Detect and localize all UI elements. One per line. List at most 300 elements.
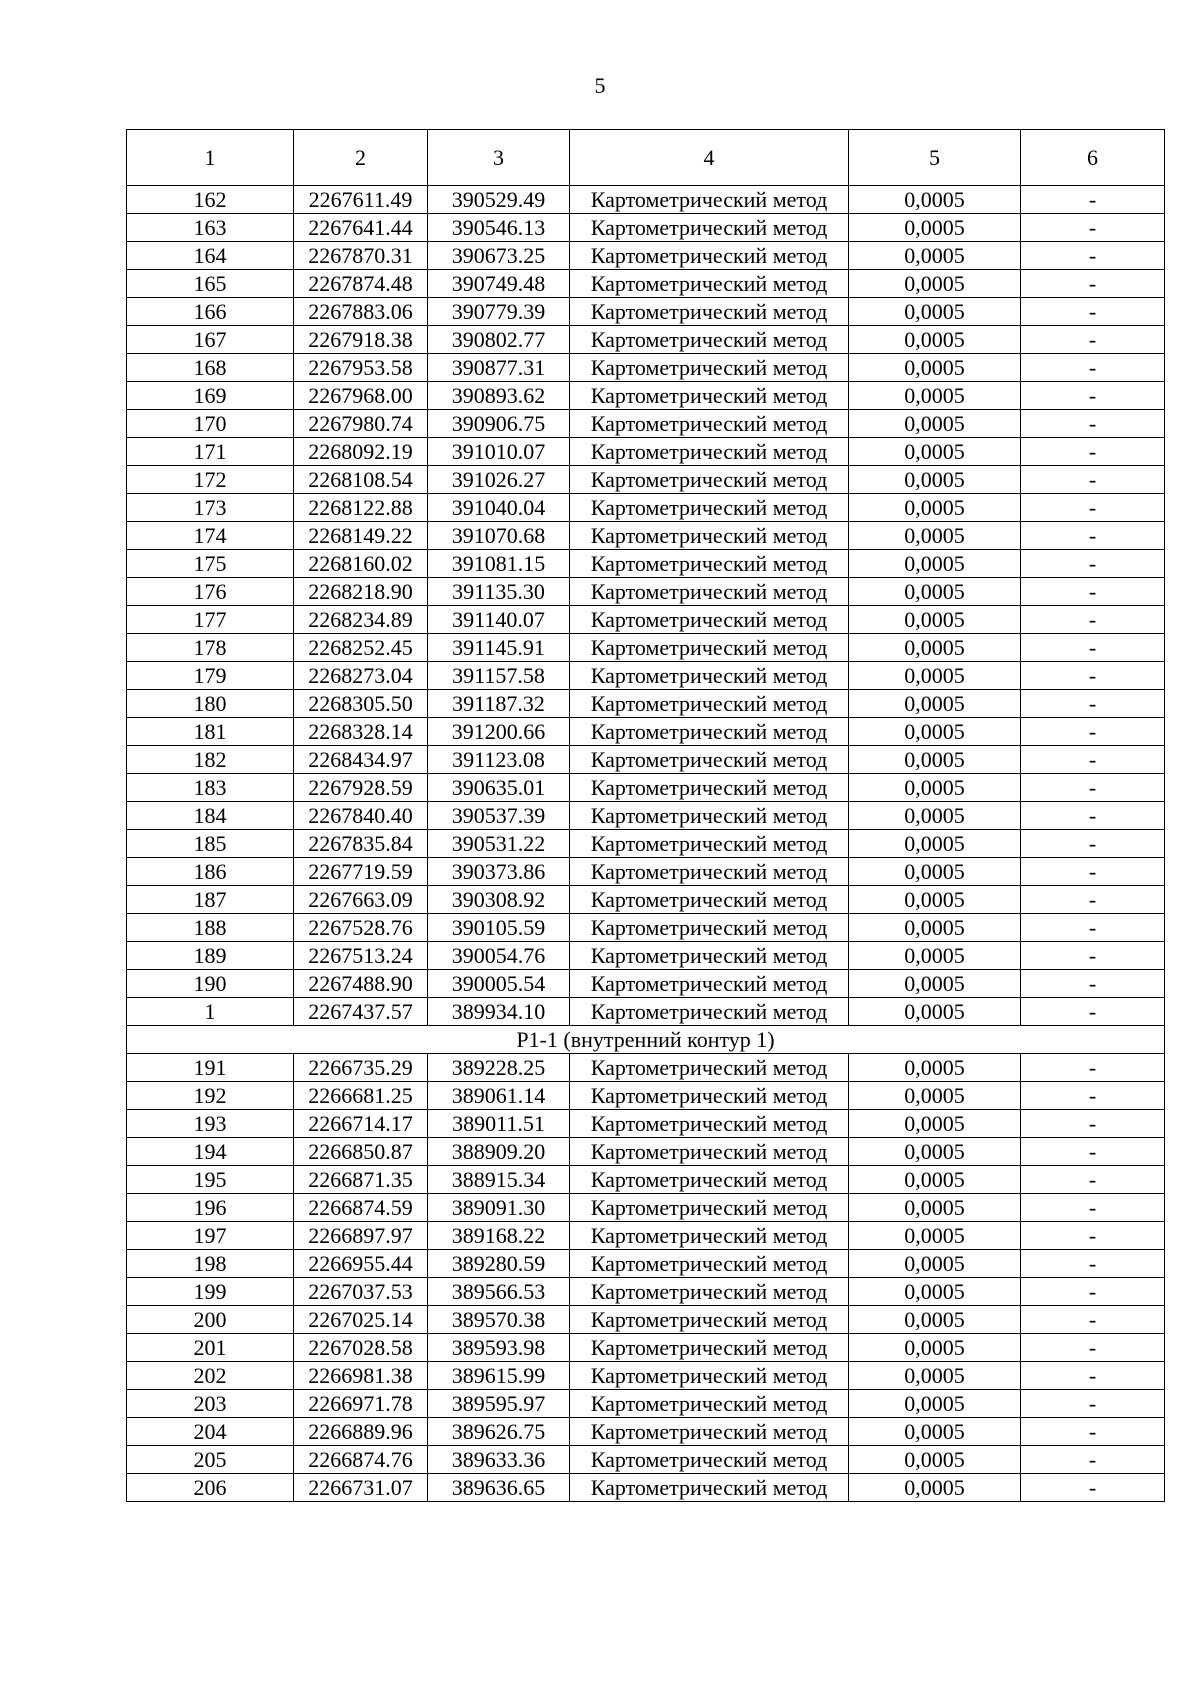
cell-note: - [1021, 186, 1165, 214]
cell-point-number: 174 [127, 522, 294, 550]
cell-x-coordinate: 2268434.97 [294, 746, 428, 774]
table-header [127, 130, 1165, 186]
cell-method: Картометрический метод [570, 1138, 849, 1166]
table-row [127, 550, 1165, 578]
cell-point-number: 173 [127, 494, 294, 522]
cell-point-number: 177 [127, 606, 294, 634]
cell-y-coordinate: 389280.59 [428, 1250, 570, 1278]
cell-y-coordinate: 391135.30 [428, 578, 570, 606]
cell-point-number: 179 [127, 662, 294, 690]
cell-method: Картометрический метод [570, 270, 849, 298]
cell-x-coordinate: 2266731.07 [294, 1474, 428, 1502]
cell-x-coordinate: 2267028.58 [294, 1334, 428, 1362]
cell-accuracy: 0,0005 [849, 1306, 1021, 1334]
table-row [127, 214, 1165, 242]
cell-method: Картометрический метод [570, 998, 849, 1026]
cell-x-coordinate: 2266850.87 [294, 1138, 428, 1166]
cell-point-number: 163 [127, 214, 294, 242]
cell-method: Картометрический метод [570, 942, 849, 970]
cell-accuracy: 0,0005 [849, 830, 1021, 858]
header-cell-2: 2 [294, 130, 428, 186]
cell-method: Картометрический метод [570, 802, 849, 830]
table-row [127, 1222, 1165, 1250]
cell-point-number: 171 [127, 438, 294, 466]
cell-x-coordinate: 2267968.00 [294, 382, 428, 410]
cell-x-coordinate: 2266874.76 [294, 1446, 428, 1474]
cell-method: Картометрический метод [570, 970, 849, 998]
cell-method: Картометрический метод [570, 886, 849, 914]
header-cell-3: 3 [428, 130, 570, 186]
cell-point-number: 183 [127, 774, 294, 802]
cell-accuracy: 0,0005 [849, 1054, 1021, 1082]
table-row [127, 690, 1165, 718]
cell-method: Картометрический метод [570, 438, 849, 466]
cell-note: - [1021, 326, 1165, 354]
header-cell-1: 1 [127, 130, 294, 186]
table-row [127, 298, 1165, 326]
cell-method: Картометрический метод [570, 522, 849, 550]
cell-y-coordinate: 390531.22 [428, 830, 570, 858]
cell-point-number: 193 [127, 1110, 294, 1138]
cell-method: Картометрический метод [570, 830, 849, 858]
table-row [127, 438, 1165, 466]
cell-x-coordinate: 2268328.14 [294, 718, 428, 746]
cell-note: - [1021, 1138, 1165, 1166]
cell-method: Картометрический метод [570, 634, 849, 662]
header-cell-6: 6 [1021, 130, 1165, 186]
cell-method: Картометрический метод [570, 1362, 849, 1390]
cell-y-coordinate: 390105.59 [428, 914, 570, 942]
cell-method: Картометрический метод [570, 662, 849, 690]
cell-note: - [1021, 802, 1165, 830]
cell-accuracy: 0,0005 [849, 1418, 1021, 1446]
cell-x-coordinate: 2268122.88 [294, 494, 428, 522]
cell-x-coordinate: 2267025.14 [294, 1306, 428, 1334]
cell-y-coordinate: 390893.62 [428, 382, 570, 410]
cell-note: - [1021, 1334, 1165, 1362]
cell-x-coordinate: 2268234.89 [294, 606, 428, 634]
cell-x-coordinate: 2267611.49 [294, 186, 428, 214]
cell-accuracy: 0,0005 [849, 410, 1021, 438]
table-row [127, 1054, 1165, 1082]
cell-note: - [1021, 1306, 1165, 1334]
table-row [127, 242, 1165, 270]
cell-note: - [1021, 494, 1165, 522]
cell-x-coordinate: 2267037.53 [294, 1278, 428, 1306]
cell-note: - [1021, 438, 1165, 466]
cell-accuracy: 0,0005 [849, 1362, 1021, 1390]
cell-method: Картометрический метод [570, 718, 849, 746]
cell-y-coordinate: 389228.25 [428, 1054, 570, 1082]
cell-method: Картометрический метод [570, 578, 849, 606]
header-row [127, 130, 1165, 186]
cell-note: - [1021, 774, 1165, 802]
cell-note: - [1021, 242, 1165, 270]
cell-method: Картометрический метод [570, 1390, 849, 1418]
cell-x-coordinate: 2268305.50 [294, 690, 428, 718]
cell-point-number: 202 [127, 1362, 294, 1390]
cell-x-coordinate: 2267953.58 [294, 354, 428, 382]
cell-method: Картометрический метод [570, 1222, 849, 1250]
cell-method: Картометрический метод [570, 1474, 849, 1502]
cell-accuracy: 0,0005 [849, 1194, 1021, 1222]
cell-note: - [1021, 998, 1165, 1026]
cell-method: Картометрический метод [570, 1446, 849, 1474]
cell-point-number: 194 [127, 1138, 294, 1166]
cell-note: - [1021, 718, 1165, 746]
cell-point-number: 169 [127, 382, 294, 410]
cell-x-coordinate: 2267641.44 [294, 214, 428, 242]
cell-y-coordinate: 388909.20 [428, 1138, 570, 1166]
cell-point-number: 180 [127, 690, 294, 718]
cell-method: Картометрический метод [570, 1054, 849, 1082]
cell-y-coordinate: 389633.36 [428, 1446, 570, 1474]
cell-point-number: 164 [127, 242, 294, 270]
cell-accuracy: 0,0005 [849, 1250, 1021, 1278]
table-row [127, 1166, 1165, 1194]
cell-y-coordinate: 389091.30 [428, 1194, 570, 1222]
cell-point-number: 190 [127, 970, 294, 998]
cell-accuracy: 0,0005 [849, 578, 1021, 606]
cell-y-coordinate: 390373.86 [428, 858, 570, 886]
cell-point-number: 187 [127, 886, 294, 914]
cell-accuracy: 0,0005 [849, 690, 1021, 718]
cell-point-number: 195 [127, 1166, 294, 1194]
table-row [127, 1306, 1165, 1334]
cell-note: - [1021, 1250, 1165, 1278]
cell-y-coordinate: 391070.68 [428, 522, 570, 550]
table-row [127, 494, 1165, 522]
cell-accuracy: 0,0005 [849, 774, 1021, 802]
cell-y-coordinate: 390529.49 [428, 186, 570, 214]
cell-x-coordinate: 2267840.40 [294, 802, 428, 830]
cell-x-coordinate: 2268273.04 [294, 662, 428, 690]
cell-x-coordinate: 2268218.90 [294, 578, 428, 606]
cell-note: - [1021, 298, 1165, 326]
cell-x-coordinate: 2267488.90 [294, 970, 428, 998]
cell-y-coordinate: 390005.54 [428, 970, 570, 998]
cell-accuracy: 0,0005 [849, 970, 1021, 998]
cell-note: - [1021, 1418, 1165, 1446]
cell-x-coordinate: 2267928.59 [294, 774, 428, 802]
table-row [127, 522, 1165, 550]
cell-accuracy: 0,0005 [849, 438, 1021, 466]
cell-accuracy: 0,0005 [849, 270, 1021, 298]
table-row [127, 466, 1165, 494]
cell-note: - [1021, 634, 1165, 662]
table-row [127, 942, 1165, 970]
cell-y-coordinate: 391187.32 [428, 690, 570, 718]
cell-x-coordinate: 2268108.54 [294, 466, 428, 494]
table-row [127, 578, 1165, 606]
cell-note: - [1021, 1166, 1165, 1194]
cell-point-number: 206 [127, 1474, 294, 1502]
table-row [127, 746, 1165, 774]
cell-y-coordinate: 389615.99 [428, 1362, 570, 1390]
cell-point-number: 167 [127, 326, 294, 354]
cell-note: - [1021, 522, 1165, 550]
cell-x-coordinate: 2267870.31 [294, 242, 428, 270]
table-row [127, 606, 1165, 634]
cell-accuracy: 0,0005 [849, 1222, 1021, 1250]
cell-note: - [1021, 1194, 1165, 1222]
cell-note: - [1021, 606, 1165, 634]
cell-method: Картометрический метод [570, 774, 849, 802]
cell-point-number: 204 [127, 1418, 294, 1446]
cell-method: Картометрический метод [570, 242, 849, 270]
cell-method: Картометрический метод [570, 1306, 849, 1334]
cell-y-coordinate: 391145.91 [428, 634, 570, 662]
cell-note: - [1021, 886, 1165, 914]
cell-accuracy: 0,0005 [849, 1138, 1021, 1166]
cell-x-coordinate: 2268149.22 [294, 522, 428, 550]
page-number: 5 [594, 73, 606, 98]
cell-x-coordinate: 2268252.45 [294, 634, 428, 662]
cell-y-coordinate: 389626.75 [428, 1418, 570, 1446]
cell-y-coordinate: 390054.76 [428, 942, 570, 970]
cell-y-coordinate: 391157.58 [428, 662, 570, 690]
cell-point-number: 166 [127, 298, 294, 326]
cell-method: Картометрический метод [570, 186, 849, 214]
table-row [127, 326, 1165, 354]
cell-note: - [1021, 578, 1165, 606]
cell-x-coordinate: 2266681.25 [294, 1082, 428, 1110]
cell-accuracy: 0,0005 [849, 942, 1021, 970]
cell-accuracy: 0,0005 [849, 1082, 1021, 1110]
table-row [127, 1362, 1165, 1390]
table-row [127, 354, 1165, 382]
cell-accuracy: 0,0005 [849, 1334, 1021, 1362]
cell-point-number: 188 [127, 914, 294, 942]
cell-point-number: 182 [127, 746, 294, 774]
cell-point-number: 192 [127, 1082, 294, 1110]
cell-note: - [1021, 1474, 1165, 1502]
cell-method: Картометрический метод [570, 354, 849, 382]
cell-method: Картометрический метод [570, 746, 849, 774]
table-row [127, 886, 1165, 914]
cell-point-number: 184 [127, 802, 294, 830]
cell-x-coordinate: 2267918.38 [294, 326, 428, 354]
cell-point-number: 1 [127, 998, 294, 1026]
cell-method: Картометрический метод [570, 1418, 849, 1446]
cell-method: Картометрический метод [570, 858, 849, 886]
cell-y-coordinate: 389011.51 [428, 1110, 570, 1138]
cell-y-coordinate: 389570.38 [428, 1306, 570, 1334]
cell-x-coordinate: 2266874.59 [294, 1194, 428, 1222]
table-row [127, 1418, 1165, 1446]
table-row [127, 830, 1165, 858]
cell-y-coordinate: 390779.39 [428, 298, 570, 326]
table-row [127, 970, 1165, 998]
cell-point-number: 165 [127, 270, 294, 298]
cell-y-coordinate: 391200.66 [428, 718, 570, 746]
cell-x-coordinate: 2268160.02 [294, 550, 428, 578]
cell-method: Картометрический метод [570, 410, 849, 438]
table-row [127, 382, 1165, 410]
cell-note: - [1021, 1222, 1165, 1250]
cell-note: - [1021, 1362, 1165, 1390]
cell-point-number: 170 [127, 410, 294, 438]
cell-y-coordinate: 391010.07 [428, 438, 570, 466]
cell-y-coordinate: 391123.08 [428, 746, 570, 774]
cell-point-number: 203 [127, 1390, 294, 1418]
cell-x-coordinate: 2268092.19 [294, 438, 428, 466]
cell-accuracy: 0,0005 [849, 1110, 1021, 1138]
cell-x-coordinate: 2267874.48 [294, 270, 428, 298]
cell-x-coordinate: 2266871.35 [294, 1166, 428, 1194]
cell-accuracy: 0,0005 [849, 802, 1021, 830]
cell-note: - [1021, 830, 1165, 858]
table-row [127, 1446, 1165, 1474]
cell-y-coordinate: 389934.10 [428, 998, 570, 1026]
cell-method: Картометрический метод [570, 1250, 849, 1278]
cell-point-number: 199 [127, 1278, 294, 1306]
cell-accuracy: 0,0005 [849, 1278, 1021, 1306]
cell-note: - [1021, 410, 1165, 438]
cell-note: - [1021, 1110, 1165, 1138]
cell-accuracy: 0,0005 [849, 298, 1021, 326]
cell-x-coordinate: 2266714.17 [294, 1110, 428, 1138]
cell-accuracy: 0,0005 [849, 1474, 1021, 1502]
header-cell-5: 5 [849, 130, 1021, 186]
cell-y-coordinate: 391026.27 [428, 466, 570, 494]
cell-method: Картометрический метод [570, 550, 849, 578]
cell-note: - [1021, 1446, 1165, 1474]
cell-y-coordinate: 389168.22 [428, 1222, 570, 1250]
table-row [127, 662, 1165, 690]
cell-x-coordinate: 2266971.78 [294, 1390, 428, 1418]
cell-accuracy: 0,0005 [849, 1390, 1021, 1418]
cell-accuracy: 0,0005 [849, 466, 1021, 494]
cell-point-number: 198 [127, 1250, 294, 1278]
cell-method: Картометрический метод [570, 298, 849, 326]
table-row [127, 1474, 1165, 1502]
table-row [127, 998, 1165, 1026]
cell-note: - [1021, 382, 1165, 410]
cell-method: Картометрический метод [570, 326, 849, 354]
cell-accuracy: 0,0005 [849, 606, 1021, 634]
cell-point-number: 172 [127, 466, 294, 494]
cell-x-coordinate: 2266955.44 [294, 1250, 428, 1278]
cell-point-number: 197 [127, 1222, 294, 1250]
cell-y-coordinate: 390673.25 [428, 242, 570, 270]
table-row [127, 1334, 1165, 1362]
cell-y-coordinate: 391081.15 [428, 550, 570, 578]
cell-y-coordinate: 389593.98 [428, 1334, 570, 1362]
cell-y-coordinate: 390546.13 [428, 214, 570, 242]
cell-method: Картометрический метод [570, 214, 849, 242]
cell-point-number: 185 [127, 830, 294, 858]
section-label: Р1-1 (внутренний контур 1) [127, 1026, 1165, 1054]
cell-note: - [1021, 1390, 1165, 1418]
cell-note: - [1021, 1054, 1165, 1082]
cell-accuracy: 0,0005 [849, 746, 1021, 774]
cell-y-coordinate: 390877.31 [428, 354, 570, 382]
cell-point-number: 162 [127, 186, 294, 214]
cell-x-coordinate: 2266735.29 [294, 1054, 428, 1082]
cell-note: - [1021, 550, 1165, 578]
cell-note: - [1021, 214, 1165, 242]
cell-x-coordinate: 2267835.84 [294, 830, 428, 858]
cell-point-number: 168 [127, 354, 294, 382]
table-row [127, 1138, 1165, 1166]
cell-y-coordinate: 390749.48 [428, 270, 570, 298]
cell-y-coordinate: 389636.65 [428, 1474, 570, 1502]
cell-y-coordinate: 390802.77 [428, 326, 570, 354]
cell-accuracy: 0,0005 [849, 326, 1021, 354]
table-row [127, 858, 1165, 886]
cell-point-number: 186 [127, 858, 294, 886]
table-row [127, 1110, 1165, 1138]
cell-note: - [1021, 914, 1165, 942]
cell-y-coordinate: 390635.01 [428, 774, 570, 802]
cell-method: Картометрический метод [570, 1110, 849, 1138]
cell-accuracy: 0,0005 [849, 1166, 1021, 1194]
cell-method: Картометрический метод [570, 1166, 849, 1194]
cell-accuracy: 0,0005 [849, 494, 1021, 522]
cell-y-coordinate: 390308.92 [428, 886, 570, 914]
cell-note: - [1021, 270, 1165, 298]
cell-y-coordinate: 389595.97 [428, 1390, 570, 1418]
cell-accuracy: 0,0005 [849, 886, 1021, 914]
cell-x-coordinate: 2267980.74 [294, 410, 428, 438]
cell-x-coordinate: 2267663.09 [294, 886, 428, 914]
cell-note: - [1021, 746, 1165, 774]
cell-method: Картометрический метод [570, 494, 849, 522]
cell-accuracy: 0,0005 [849, 382, 1021, 410]
cell-y-coordinate: 388915.34 [428, 1166, 570, 1194]
table-row [127, 1082, 1165, 1110]
cell-accuracy: 0,0005 [849, 354, 1021, 382]
cell-point-number: 191 [127, 1054, 294, 1082]
cell-accuracy: 0,0005 [849, 186, 1021, 214]
cell-accuracy: 0,0005 [849, 550, 1021, 578]
cell-point-number: 175 [127, 550, 294, 578]
table-body [127, 186, 1165, 1502]
cell-method: Картометрический метод [570, 382, 849, 410]
cell-y-coordinate: 389061.14 [428, 1082, 570, 1110]
cell-point-number: 205 [127, 1446, 294, 1474]
cell-note: - [1021, 970, 1165, 998]
table-row [127, 270, 1165, 298]
table-row [127, 718, 1165, 746]
cell-accuracy: 0,0005 [849, 914, 1021, 942]
cell-note: - [1021, 1082, 1165, 1110]
cell-note: - [1021, 662, 1165, 690]
cell-accuracy: 0,0005 [849, 1446, 1021, 1474]
coordinates-table [126, 129, 1165, 1502]
table-row [127, 410, 1165, 438]
cell-note: - [1021, 858, 1165, 886]
cell-x-coordinate: 2266889.96 [294, 1418, 428, 1446]
cell-note: - [1021, 466, 1165, 494]
header-cell-4: 4 [570, 130, 849, 186]
cell-accuracy: 0,0005 [849, 214, 1021, 242]
cell-y-coordinate: 391140.07 [428, 606, 570, 634]
table-row [127, 914, 1165, 942]
cell-method: Картометрический метод [570, 1278, 849, 1306]
cell-accuracy: 0,0005 [849, 998, 1021, 1026]
table-row [127, 1194, 1165, 1222]
cell-method: Картометрический метод [570, 466, 849, 494]
cell-note: - [1021, 354, 1165, 382]
cell-x-coordinate: 2267528.76 [294, 914, 428, 942]
cell-point-number: 196 [127, 1194, 294, 1222]
cell-y-coordinate: 389566.53 [428, 1278, 570, 1306]
cell-method: Картометрический метод [570, 1082, 849, 1110]
cell-accuracy: 0,0005 [849, 634, 1021, 662]
table-row [127, 1278, 1165, 1306]
